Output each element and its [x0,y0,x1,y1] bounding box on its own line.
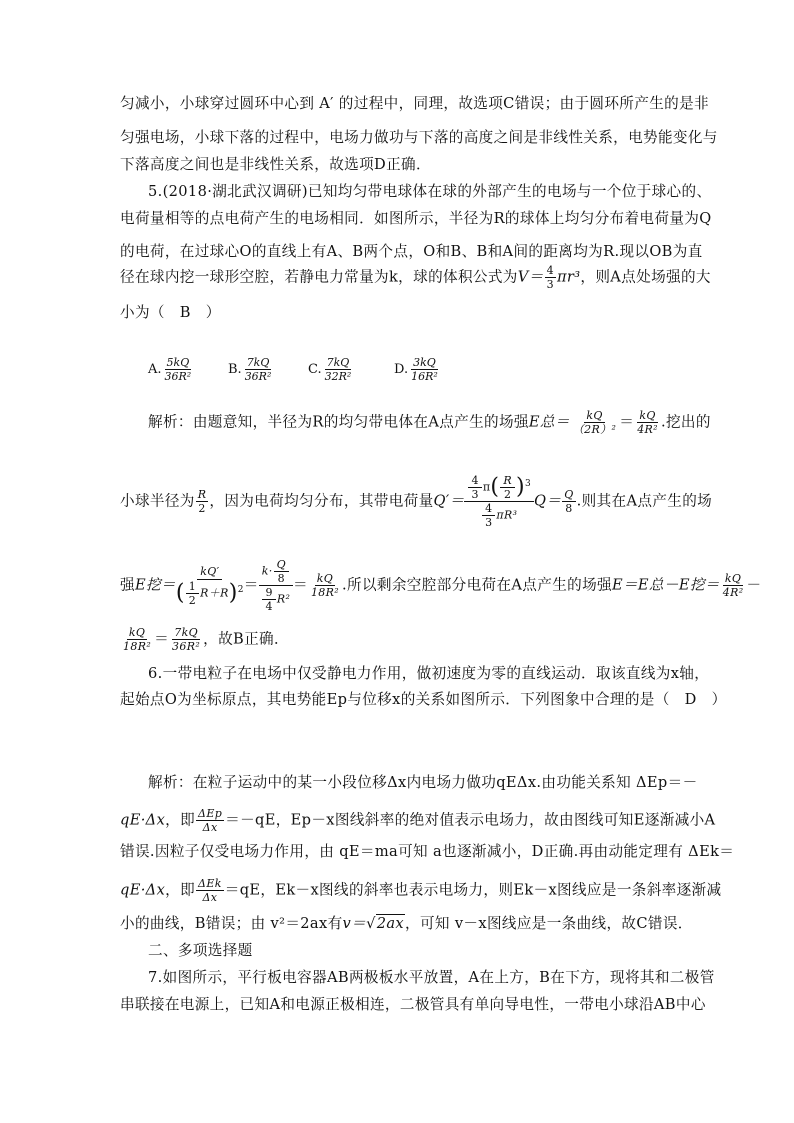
text-line: 错误.因粒子仅受电场力作用，由 qE＝ma可知 a也逐渐减小，D正确.再由动能定理有 ΔEk＝ [120,843,735,860]
option-c: C. $\frac{7kQ}{\text{32R²}}$ [308,356,352,383]
question-5-line: 5.(2018·湖北武汉调研)已知均匀带电球体在球的外部产生的电场与一个位于球心的、 [148,183,712,200]
answer-line: 小为（ B ） [120,304,221,321]
text-line: qE·Δx，即 $\frac{\text{ΔEp}}{\Delta x}$ ＝－qE，Ep－x图线斜率的绝对值表示电场力，故由图线可知E逐渐减小A [120,807,716,834]
section-heading: 二、多项选择题 [148,942,253,959]
field-formula-line: 强E挖＝ kQ′ ( $\frac{1}{2}$ R＋R)$^2$ ＝ k· $\frac{Q}{8}$ $\frac{9}{4}$ R² ＝ $\frac{kQ}{\text{18R²}}$ .所以剩余空腔部分电荷在A点产生的场强E＝E总－E挖＝ $\frac{kQ}{\text{4R²}}$ － [120,558,762,613]
option-a: A. $\frac{5kQ}{\text{36R²}}$ [148,356,192,383]
text-line: 下落高度之间也是非线性关系，故选项D正确． [120,156,431,173]
result-line: $\frac{kQ}{\text{18R²}}$ ＝ $\frac{7kQ}{\text{36R²}}$ ，故B正确． [123,626,289,653]
question-7-line: 7.如图所示，平行板电容器AB两极板水平放置，A在上方，B在下方，现将其和二极管 [148,969,715,986]
text-line: qE·Δx，即 $\frac{\text{ΔEk}}{\Delta x}$ ＝qE，Ek－x图线的斜率也表示电场力，则Ek－x图线应是一条斜率逐渐减 [120,877,722,904]
text-line: 匀减小，小球穿过圆环中心到 A′ 的过程中，同理，故选项C错误；由于圆环所产生的是非 [120,95,709,112]
text-line: 的电荷，在过球心O的直线上有A、B两个点，O和B、B和A间的距离均为R.现以OB为直 [120,243,703,260]
solution-5-line: 解析：由题意知，半径为R的均匀带电体在A点产生的场强E总＝ $\frac{kQ}{\text{（2R）²}}$ ＝ $\frac{kQ}{\text{4R²}}$ .挖出的 [148,409,711,436]
text-line: 匀强电场，小球下落的过程中，电场力做功与下落的高度之间是非线性关系，电势能变化与 [120,129,718,146]
option-d: D. $\frac{3kQ}{\text{16R²}}$ [394,356,438,383]
option-b: B. $\frac{7kQ}{\text{36R²}}$ [228,356,272,383]
volume-formula-line: 径在球内挖一球形空腔，若静电力常量为k，球的体积公式为V＝ $\frac{4}{3}$ πr³，则A点处场强的大 [120,264,711,291]
solution-6-line: 解析：在粒子运动中的某一小段位移Δx内电场力做功qEΔx.由功能关系知 ΔEp＝－ [148,774,698,791]
charge-ratio-fraction: $\frac{4}{3}$ π( $\frac{R}{2}$ )$^3$ $\frac{4}{3}$ πR³ [464,474,534,529]
text-line: 电荷量相等的点电荷产生的电场相同．如图所示，半径为R的球体上均匀分布着电荷量为Q [120,210,712,227]
question-6-line: 6.一带电粒子在电场中仅受静电力作用，做初速度为零的直线运动．取该直线为x轴， [148,665,710,682]
fraction: $\frac{4}{3}$ [546,264,554,291]
text-line: 小的曲线，B错误；由 v²＝2ax有v＝√2ax，可知 v－x图线应是一条曲线，故C错误． [120,915,693,932]
text-line: 串联接在电源上，已知A和电源正极相连，二极管具有单向导电性，一带电小球沿AB中心 [120,996,706,1013]
charge-formula-line: 小球半径为 $\frac{R}{2}$ ，因为电荷均匀分布，其带电荷量Q′＝ $\frac{4}{3}$ π( $\frac{R}{2}$ )$^3$ $\frac{4}{3}$ πR³ Q＝ $\frac{Q}{8}$ .则其在A点产生的场 [120,474,713,529]
text-line: 起始点O为坐标原点，其电势能Ep与位移x的关系如图所示．下列图象中合理的是（ D ） [120,691,727,708]
